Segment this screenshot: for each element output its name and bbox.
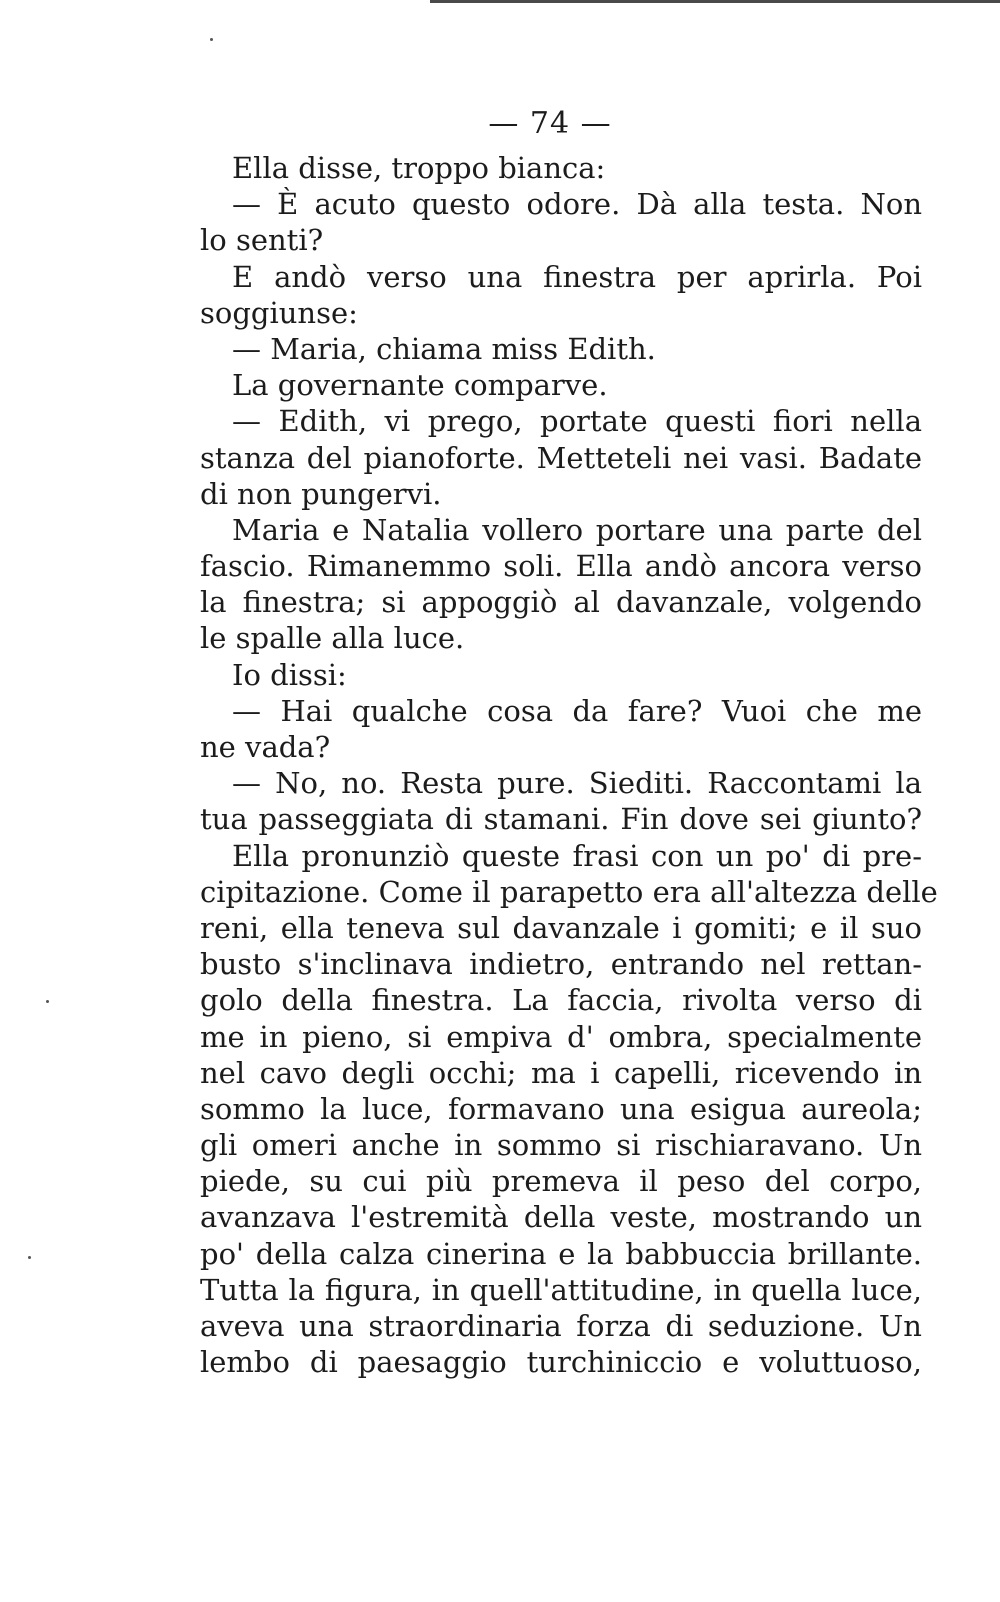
text-line: Ella disse, troppo bianca: xyxy=(232,151,606,185)
paper-speck xyxy=(28,1256,31,1259)
text-line: stanza del pianoforte. Metteteli nei vasi. Badate xyxy=(200,440,922,475)
paper-speck xyxy=(46,1000,49,1003)
text-line: ne vada? xyxy=(200,730,331,764)
text-line: — È acuto questo odore. Dà alla testa. Non xyxy=(232,187,922,222)
text-line: golo della finestra. La faccia, rivolta verso di xyxy=(200,983,922,1018)
text-line: tua passeggiata di stamani. Fin dove sei giunto? xyxy=(200,802,922,837)
body-text xyxy=(200,150,938,1380)
top-edge-rule xyxy=(430,0,1000,3)
text-line: nel cavo degli occhi; ma i capelli, ricevendo in xyxy=(200,1055,922,1090)
page-number: — 74 — xyxy=(488,106,612,141)
text-line: busto s'inclinava indietro, entrando nel rettan- xyxy=(200,947,922,982)
text-line: cipitazione. Come il parapetto era all'altezza delle xyxy=(200,874,938,909)
text-line: lo senti? xyxy=(200,223,324,258)
text-line: La governante comparve. xyxy=(232,368,608,403)
text-line: gli omeri anche in sommo si rischiaravano. Un xyxy=(200,1128,922,1163)
text-line: aveva una straordinaria forza di seduzione. Un xyxy=(200,1309,922,1343)
text-line: di non pungervi. xyxy=(200,476,442,511)
text-line: Maria e Natalia vollero portare una parte del xyxy=(232,512,922,547)
text-line: la finestra; si appoggiò al davanzale, volgendo xyxy=(200,585,922,620)
text-line: E andò verso una finestra per aprirla. Poi xyxy=(232,259,922,294)
text-line: me in pieno, si empiva d' ombra, specialmente xyxy=(200,1019,922,1054)
text-line: sommo la luce, formavano una esigua aureola; xyxy=(200,1091,922,1126)
text-line: po' della calza cinerina e la babbuccia brillante. xyxy=(200,1236,922,1271)
text-line: — Edith, vi prego, portate questi fiori nella xyxy=(232,404,922,439)
text-line: Tutta la figura, in quell'attitudine, in quella luce, xyxy=(200,1272,922,1307)
text-line: reni, ella teneva sul davanzale i gomiti; e il suo xyxy=(200,910,922,945)
text-line: — No, no. Resta pure. Siediti. Raccontami la xyxy=(232,766,922,801)
text-line: avanzava l'estremità della veste, mostrando un xyxy=(200,1200,922,1235)
text-line: fascio. Rimanemmo soli. Ella andò ancora verso xyxy=(200,549,922,584)
text-line: — Maria, chiama miss Edith. xyxy=(232,331,656,366)
text-line: — Hai qualche cosa da fare? Vuoi che me xyxy=(232,693,922,728)
paper-speck xyxy=(210,38,213,41)
text-line: lembo di paesaggio turchiniccio e voluttuoso, xyxy=(200,1345,922,1380)
text-line: Io dissi: xyxy=(232,657,347,692)
text-line: le spalle alla luce. xyxy=(200,621,465,656)
text-line: piede, su cui più premeva il peso del corpo, xyxy=(200,1164,922,1199)
text-line: Ella pronunziò queste frasi con un po' di pre- xyxy=(232,838,922,873)
text-line: soggiunse: xyxy=(200,295,358,330)
